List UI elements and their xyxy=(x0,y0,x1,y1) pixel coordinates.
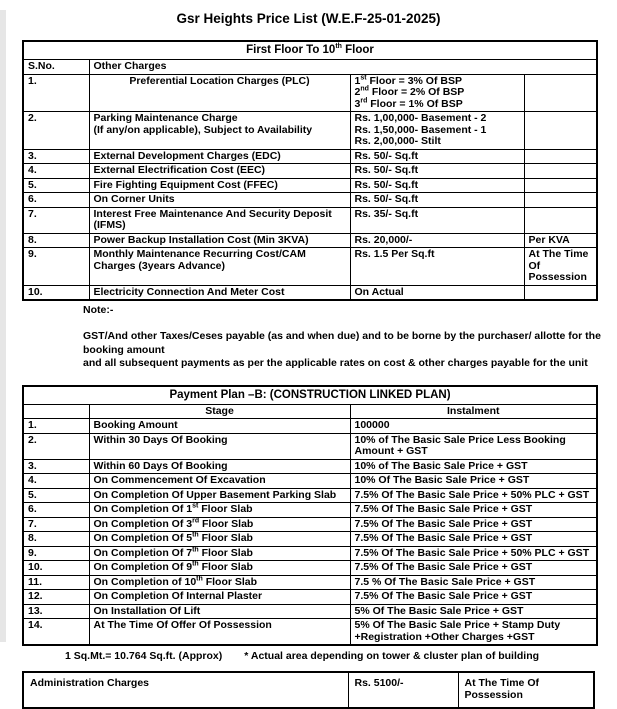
cell-instalment: 7.5 % Of The Basic Sale Price + GST xyxy=(350,575,597,590)
table-row xyxy=(23,207,597,233)
cell-instalment: 5% Of The Basic Sale Price + GST xyxy=(350,604,597,619)
table-row xyxy=(23,672,594,708)
table-row xyxy=(23,488,597,503)
table-row xyxy=(23,193,597,208)
table-row xyxy=(23,60,597,75)
table-row xyxy=(23,178,597,193)
cell-stage: On Completion Of 5th Floor Slab xyxy=(89,532,350,547)
cell-sno: 13. xyxy=(23,604,89,619)
sqmt-conversion: 1 Sq.Mt.= 10.764 Sq.ft. (Approx) xyxy=(65,650,223,662)
admin-charges-label-cell: Administration Charges xyxy=(23,672,348,708)
table-row xyxy=(23,503,597,518)
cell-sno: 8. xyxy=(23,532,89,547)
cell-sno: 3. xyxy=(23,459,89,474)
cell-sno: 12. xyxy=(23,590,89,605)
table-row xyxy=(23,575,597,590)
cell-instalment: 7.5% Of The Basic Sale Price + 50% PLC + GST xyxy=(350,546,597,561)
cell-sno: 1. xyxy=(23,419,89,434)
cell-instalment: 7.5% Of The Basic Sale Price + GST xyxy=(350,561,597,576)
cell-stage: On Completion Of 1st Floor Slab xyxy=(89,503,350,518)
table-row xyxy=(23,164,597,179)
admin-charges-when-cell: At The Time Of Possession xyxy=(458,672,594,708)
cell-sno: 14. xyxy=(23,619,89,646)
table-row xyxy=(23,248,597,286)
cell-instalment: 7.5% Of The Basic Sale Price + GST xyxy=(350,532,597,547)
cell-charge-value: 1st Floor = 3% Of BSP 2nd Floor = 2% Of BSP 3rd Floor = 1% Of BSP xyxy=(350,74,524,112)
cell-instalment: 7.5% Of The Basic Sale Price + GST xyxy=(350,503,597,518)
cell-charge-extra xyxy=(524,193,597,208)
administration-charges-table xyxy=(22,671,595,709)
cell-stage: On Completion Of 9th Floor Slab xyxy=(89,561,350,576)
cell-stage: On Completion of 10th Floor Slab xyxy=(89,575,350,590)
table-row xyxy=(23,546,597,561)
payment-plan-table-title: Payment Plan –B: (CONSTRUCTION LINKED PLAN) xyxy=(23,386,597,405)
cell-sno: 6. xyxy=(23,503,89,518)
cell-charge-value: Rs. 1,00,000- Basement - 2 Rs. 1,50,000- Basement - 1 Rs. 2,00,000- Stilt xyxy=(350,112,524,150)
cell-sno: 2. xyxy=(23,112,89,150)
cell-sno: 5. xyxy=(23,178,89,193)
cell-stage: Within 60 Days Of Booking xyxy=(89,459,350,474)
cell-instalment: 10% of The Basic Sale Price + GST xyxy=(350,459,597,474)
table-row xyxy=(23,404,597,419)
cell-sno: 9. xyxy=(23,248,89,286)
cell-stage: On Installation Of Lift xyxy=(89,604,350,619)
note-block xyxy=(83,304,617,371)
actual-area-note: * Actual area depending on tower & cluster plan of building xyxy=(244,650,540,662)
cell-charge-desc: Interest Free Maintenance And Security Deposit (IFMS) xyxy=(89,207,350,233)
table-row xyxy=(23,41,597,60)
cell-charge-value: Rs. 50/- Sq.ft xyxy=(350,178,524,193)
cell-charge-extra xyxy=(524,178,597,193)
other-charges-table xyxy=(22,40,598,301)
cell-sno: 10. xyxy=(23,561,89,576)
table-row xyxy=(23,386,597,405)
table-row xyxy=(23,590,597,605)
cell-charge-desc: Parking Maintenance Charge (If any/on applicable), Subject to Availability xyxy=(89,112,350,150)
cell-instalment: 100000 xyxy=(350,419,597,434)
cell-stage: On Completion Of 7th Floor Slab xyxy=(89,546,350,561)
cell-charge-extra xyxy=(524,149,597,164)
page-edge-strip xyxy=(0,10,6,642)
cell-sno: 11. xyxy=(23,575,89,590)
other-charges-header-cell: Other Charges xyxy=(89,60,597,75)
cell-charge-extra xyxy=(524,285,597,300)
cell-instalment: 7.5% Of The Basic Sale Price + 50% PLC + GST xyxy=(350,488,597,503)
cell-charge-desc: Preferential Location Charges (PLC) xyxy=(89,74,350,112)
cell-sno: 7. xyxy=(23,207,89,233)
cell-sno: 4. xyxy=(23,474,89,489)
cell-charge-value: Rs. 1.5 Per Sq.ft xyxy=(350,248,524,286)
cell-stage: Within 30 Days Of Booking xyxy=(89,433,350,459)
table-row xyxy=(23,474,597,489)
table-row xyxy=(23,419,597,434)
cell-sno: 3. xyxy=(23,149,89,164)
cell-instalment: 7.5% Of The Basic Sale Price + GST xyxy=(350,517,597,532)
cell-instalment: 7.5% Of The Basic Sale Price + GST xyxy=(350,590,597,605)
cell-charge-desc: External Development Charges (EDC) xyxy=(89,149,350,164)
note-line: and all subsequent payments as per the applicable rates on cost & other charges payable for the unit xyxy=(83,357,588,369)
cell-sno: 10. xyxy=(23,285,89,300)
cell-charge-extra: At The Time Of Possession xyxy=(524,248,597,286)
cell-charge-desc: Electricity Connection And Meter Cost xyxy=(89,285,350,300)
table-row xyxy=(23,74,597,112)
cell-charge-value: Rs. 35/- Sq.ft xyxy=(350,207,524,233)
table-row xyxy=(23,433,597,459)
table-row xyxy=(23,285,597,300)
blank-header-cell xyxy=(23,404,89,419)
admin-charges-value-cell: Rs. 5100/- xyxy=(348,672,458,708)
cell-charge-desc: On Corner Units xyxy=(89,193,350,208)
cell-stage: On Completion Of Upper Basement Parking Slab xyxy=(89,488,350,503)
note-line: GST/And other Taxes/Ceses payable (as and when due) and to be borne by the purchaser/ allotte for the booking amount xyxy=(83,330,601,356)
cell-charge-desc: External Electrification Cost (EEC) xyxy=(89,164,350,179)
table-row xyxy=(23,112,597,150)
cell-charge-value: Rs. 50/- Sq.ft xyxy=(350,193,524,208)
cell-charge-value: Rs. 50/- Sq.ft xyxy=(350,164,524,179)
cell-instalment: 5% Of The Basic Sale Price + Stamp Duty +Registration +Other Charges +GST xyxy=(350,619,597,646)
cell-sno: 1. xyxy=(23,74,89,112)
cell-sno: 6. xyxy=(23,193,89,208)
cell-sno: 4. xyxy=(23,164,89,179)
cell-sno: 2. xyxy=(23,433,89,459)
cell-sno: 7. xyxy=(23,517,89,532)
table-row xyxy=(23,517,597,532)
cell-charge-extra xyxy=(524,112,597,150)
table-row xyxy=(23,459,597,474)
cell-sno: 8. xyxy=(23,233,89,248)
cell-stage: On Completion Of Internal Plaster xyxy=(89,590,350,605)
cell-instalment: 10% Of The Basic Sale Price + GST xyxy=(350,474,597,489)
cell-charge-extra xyxy=(524,74,597,112)
cell-stage: Booking Amount xyxy=(89,419,350,434)
cell-charge-extra xyxy=(524,207,597,233)
page-title: Gsr Heights Price List (W.E.F-25-01-2025) xyxy=(176,11,441,26)
cell-charge-desc: Power Backup Installation Cost (Min 3KVA) xyxy=(89,233,350,248)
table-row xyxy=(23,604,597,619)
table-row xyxy=(23,149,597,164)
cell-charge-desc: Monthly Maintenance Recurring Cost/CAM Charges (3years Advance) xyxy=(89,248,350,286)
cell-charge-value: Rs. 20,000/- xyxy=(350,233,524,248)
cell-charge-extra: Per KVA xyxy=(524,233,597,248)
other-charges-table-title: First Floor To 10th Floor xyxy=(23,41,597,60)
sno-header-cell: S.No. xyxy=(23,60,89,75)
cell-stage: On Commencement Of Excavation xyxy=(89,474,350,489)
note-label: Note:- xyxy=(83,304,114,316)
cell-stage: At The Time Of Offer Of Possession xyxy=(89,619,350,646)
stage-header-cell: Stage xyxy=(89,404,350,419)
cell-charge-extra xyxy=(524,164,597,179)
cell-sno: 5. xyxy=(23,488,89,503)
table-row xyxy=(23,532,597,547)
area-conversion-note xyxy=(65,650,617,663)
table-row xyxy=(23,561,597,576)
payment-plan-table xyxy=(22,385,598,647)
cell-sno: 9. xyxy=(23,546,89,561)
cell-stage: On Completion Of 3rd Floor Slab xyxy=(89,517,350,532)
cell-charge-value: On Actual xyxy=(350,285,524,300)
cell-charge-value: Rs. 50/- Sq.ft xyxy=(350,149,524,164)
table-row xyxy=(23,233,597,248)
cell-charge-desc: Fire Fighting Equipment Cost (FFEC) xyxy=(89,178,350,193)
cell-instalment: 10% of The Basic Sale Price Less Booking Amount + GST xyxy=(350,433,597,459)
instalment-header-cell: Instalment xyxy=(350,404,597,419)
